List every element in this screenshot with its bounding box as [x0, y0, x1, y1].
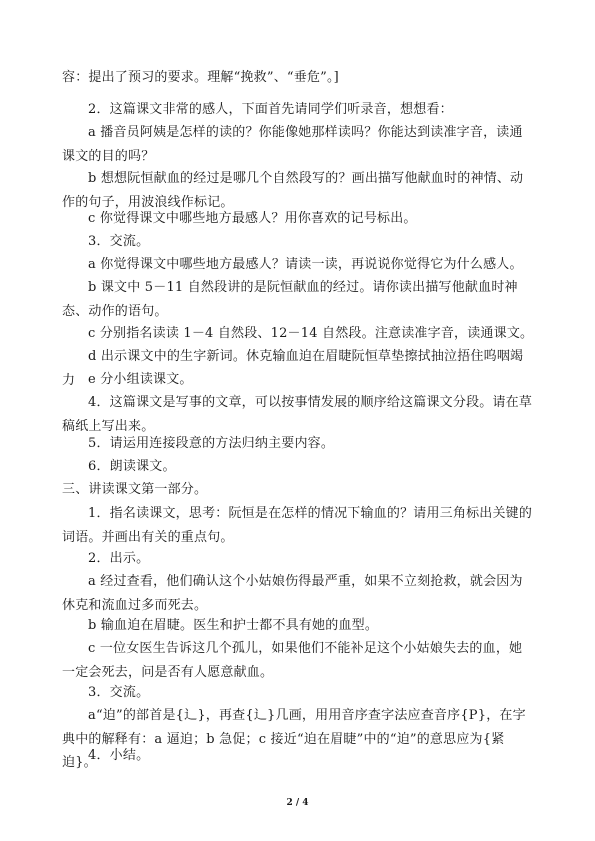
- paragraph-step-2: 2．这篇课文非常的感人，下面首先请同学们听录音，想想看：: [88, 102, 453, 117]
- paragraph-sentence-b: b 输血迫在眉睫。医生和护士都不具有她的血型。: [88, 618, 379, 633]
- page-number: 2 / 4: [286, 798, 309, 808]
- paragraph-step-6: 6．朗读课文。: [88, 459, 176, 474]
- paragraph-exchange-c: c 分别指名读读 1－4 自然段、12－14 自然段。注意读准字音，读通课文。: [88, 326, 534, 341]
- paragraph-exchange-a: a 你觉得课文中哪些地方最感人？请读一读，再说说你觉得它为什么感人。: [88, 257, 523, 272]
- paragraph-exchange-b: b 课文中 5－11 自然段讲的是阮恒献血的经过。请你读出描写他献血时神态、动作的语句。: [62, 280, 518, 319]
- paragraph-show: 2．出示。: [88, 551, 150, 566]
- paragraph-exchange-heading: 3．交流。: [88, 685, 150, 700]
- paragraph-question-a: a 播音员阿姨是怎样的读的？你能像她那样读吗？你能达到读准字音，读通课文的目的吗？: [62, 125, 523, 164]
- paragraph-character-po: a“迫”的部首是{辶}，再查{辶}几画，用用音序查字法应查音序{P}，在字典中的解释有：a 逼迫；b 急促；c 接近“迫在眉睫”中的“迫”的意思应为{紧迫}。: [62, 708, 526, 770]
- section-heading-part-one: 三、讲读课文第一部分。: [62, 482, 208, 497]
- paragraph-sentence-c: c 一位女医生告诉这几个孤儿，如果他们不能补足这个小姑娘失去的血，她一定会死去，问是否有人愿意献血。: [62, 641, 523, 680]
- paragraph-exchange-d: d 出示课文中的生字新词。休克输血迫在眉睫阮恒草垫擦拭抽泣捂住呜咽竭力: [62, 349, 524, 388]
- paragraph-question-b: b 想想阮恒献血的经过是哪几个自然段写的？画出描写他献血时的神情、动作的句子，用波浪线作标记。: [62, 171, 524, 210]
- paragraph-step-3: 3．交流。: [88, 234, 150, 249]
- paragraph-summary: 4．小结。: [88, 748, 150, 763]
- paragraph-exchange-e: e 分小组读课文。: [88, 372, 193, 387]
- paragraph-step-5: 5．请运用连接段意的方法归纳主要内容。: [88, 436, 335, 451]
- paragraph-step-4: 4．这篇课文是写事的文章，可以按事情发展的顺序给这篇课文分段。请在草稿纸上写出来。: [62, 395, 533, 434]
- paragraph-sentence-a: a 经过查看，他们确认这个小姑娘伤得最严重，如果不立刻抢救，就会因为休克和流血过多而死去。: [62, 574, 523, 613]
- paragraph-read-and-think: 1．指名读课文，思考：阮恒是在怎样的情况下输血的？请用三角标出关键的词语。并画出有关的重点句。: [62, 506, 533, 545]
- paragraph-question-c: c 你觉得课文中哪些地方最感人？用你喜欢的记号标出。: [88, 211, 417, 226]
- paragraph-preview-requirement: 容：提出了预习的要求。理解“挽救”、“垂危”。]: [62, 70, 339, 85]
